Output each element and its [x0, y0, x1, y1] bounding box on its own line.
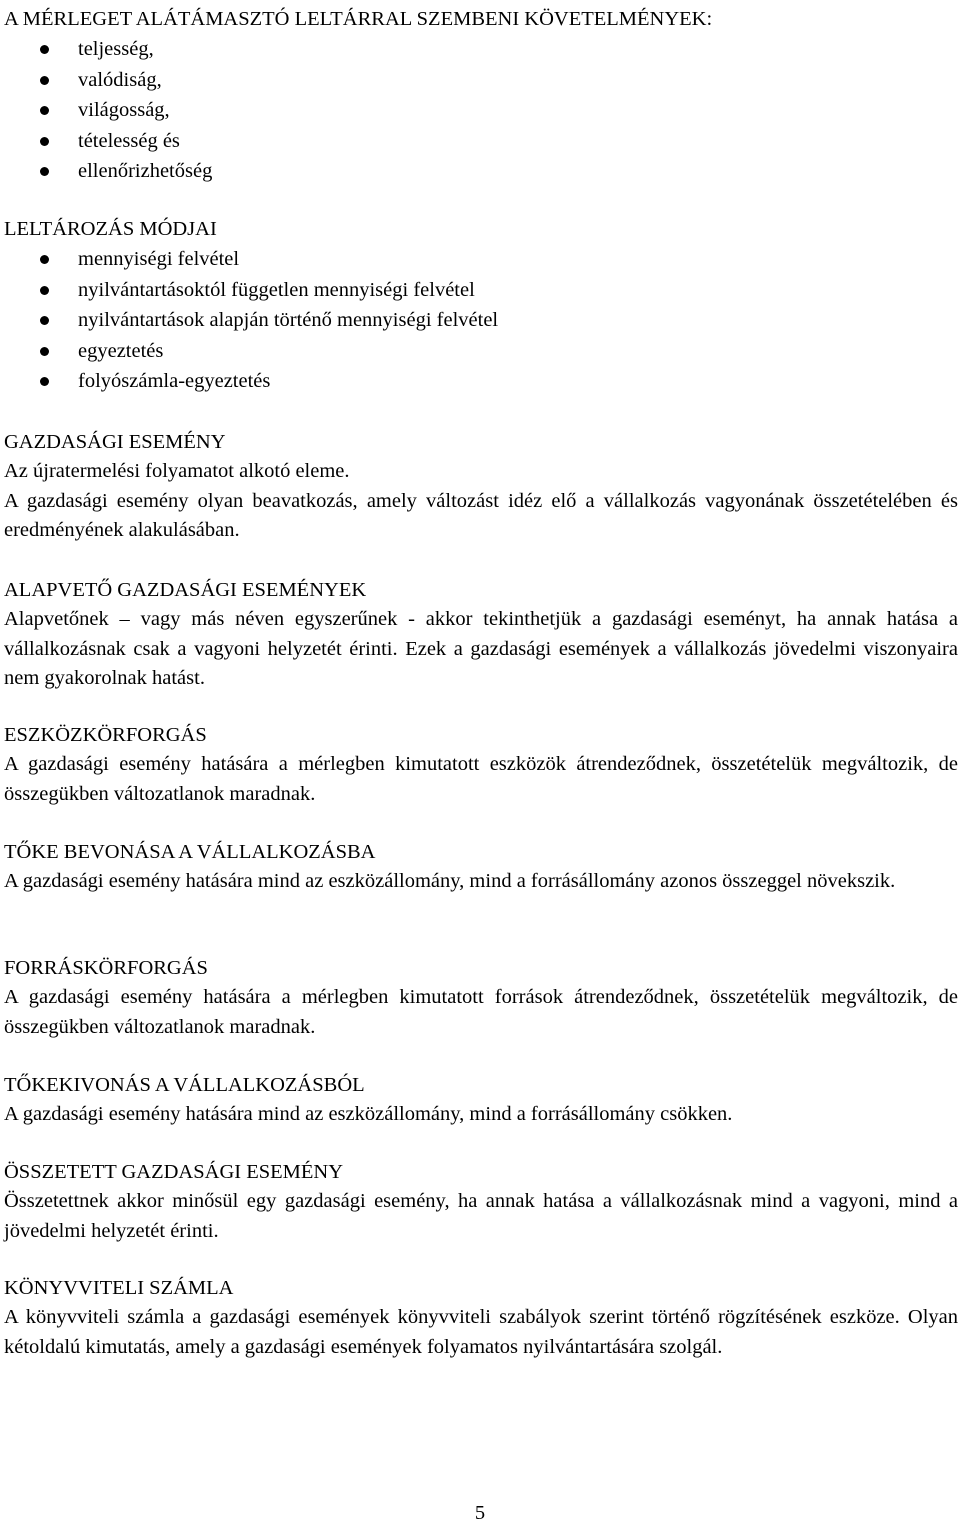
bullet-icon [40, 255, 49, 264]
section-complex-economic-event [4, 1158, 958, 1246]
section-economic-event [4, 428, 958, 546]
bullet-icon [40, 76, 49, 85]
bullet-list [4, 34, 958, 187]
bullet-icon [40, 316, 49, 325]
section-heading: FORRÁSKÖRFORGÁS [4, 957, 208, 979]
section-source-circulation [4, 954, 958, 1042]
list-item: ellenőrizhetőség [4, 156, 958, 187]
section-heading: TŐKEKIVONÁS A VÁLLALKOZÁSBÓL [4, 1074, 365, 1096]
section-heading: ALAPVETŐ GAZDASÁGI ESEMÉNYEK [4, 579, 367, 601]
section-heading: KÖNYVVITELI SZÁMLA [4, 1277, 234, 1299]
paragraph: Összetettnek akkor minősül egy gazdasági esemény, ha annak hatása a vállalkozásnak mind a vagyoni, mind a jövedelmi helyzetét érinti. [4, 1190, 958, 1242]
section-heading: LELTÁROZÁS MÓDJAI [4, 218, 217, 240]
paragraph: Az újratermelési folyamatot alkotó eleme. [4, 460, 350, 482]
section-heading: ESZKÖZKÖRFORGÁS [4, 724, 207, 746]
section-heading: GAZDASÁGI ESEMÉNY [4, 431, 226, 453]
bullet-icon [40, 286, 49, 295]
bullet-list [4, 244, 958, 397]
paragraph: A gazdasági esemény hatására mind az eszközállomány, mind a forrásállomány csökken. [4, 1103, 733, 1125]
section-heading: A MÉRLEGET ALÁTÁMASZTÓ LELTÁRRAL SZEMBENI KÖVETELMÉNYEK: [4, 8, 713, 30]
list-item: egyeztetés [4, 336, 958, 367]
list-item: teljesség, [4, 34, 958, 65]
bullet-icon [40, 347, 49, 356]
bullet-icon [40, 137, 49, 146]
page-number: 5 [474, 1502, 486, 1524]
section-heading: ÖSSZETETT GAZDASÁGI ESEMÉNY [4, 1161, 344, 1183]
bullet-icon [40, 45, 49, 54]
list-item: valódiság, [4, 65, 958, 96]
list-item: világosság, [4, 95, 958, 126]
list-item: nyilvántartásoktól független mennyiségi felvétel [4, 275, 958, 306]
bullet-icon [40, 167, 49, 176]
paragraph: A gazdasági esemény hatására a mérlegben kimutatott eszközök átrendeződnek, összetételük megváltozik, de összegükben változatlanok maradnak. [4, 753, 958, 805]
section-basic-economic-events [4, 576, 958, 694]
section-accounting-account [4, 1274, 958, 1362]
list-item: nyilvántartások alapján történő mennyiségi felvétel [4, 305, 958, 336]
section-capital-withdrawal [4, 1071, 958, 1130]
section-inventory-methods [4, 215, 958, 397]
paragraph: A könyvviteli számla a gazdasági események könyvviteli szabályok szerint történő rögzítésének eszköze. Olyan kétoldalú kimutatás, amely a gazdasági események folyamatos nyilvántartására szolgál. [4, 1306, 958, 1358]
bullet-icon [40, 377, 49, 386]
paragraph: A gazdasági esemény olyan beavatkozás, amely változást idéz elő a vállalkozás vagyonának összetételében és eredményének alakulásában. [4, 489, 958, 541]
section-inventory-requirements [4, 5, 958, 187]
paragraph: Alapvetőnek – vagy más néven egyszerűnek - akkor tekinthetjük a gazdasági eseményt, ha annak hatása a vállalkozásnak csak a vagyoni helyzetét érinti. Ezek a gazdasági események a vállalkozás jövedelmi viszonyaira nem gyakorolnak hatást. [4, 608, 958, 689]
bullet-icon [40, 106, 49, 115]
list-item: tételesség és [4, 126, 958, 157]
paragraph: A gazdasági esemény hatására a mérlegben kimutatott források átrendeződnek, összetételük megváltozik, de összegükben változatlanok maradnak. [4, 986, 958, 1038]
section-heading: TŐKE BEVONÁSA A VÁLLALKOZÁSBA [4, 841, 376, 863]
section-asset-circulation [4, 721, 958, 809]
paragraph: A gazdasági esemény hatására mind az eszközállomány, mind a forrásállomány azonos összeggel növekszik. [4, 870, 896, 892]
section-capital-contribution [4, 838, 958, 897]
list-item: folyószámla-egyeztetés [4, 366, 958, 397]
list-item: mennyiségi felvétel [4, 244, 958, 275]
